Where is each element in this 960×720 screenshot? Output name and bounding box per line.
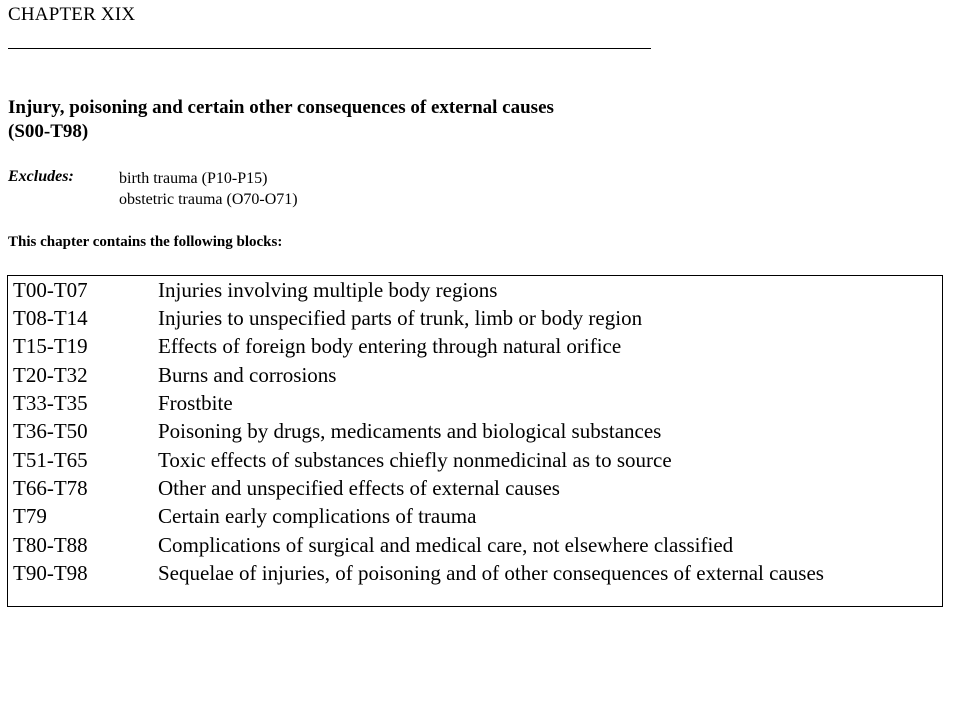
block-code: T90-T98 xyxy=(13,561,88,585)
block-row xyxy=(8,306,942,334)
blocks-intro: This chapter contains the following blocks: xyxy=(8,234,283,250)
horizontal-rule xyxy=(8,48,651,49)
block-description: Poisoning by drugs, medicaments and biological substances xyxy=(158,419,662,443)
block-code: T51-T65 xyxy=(13,448,88,472)
block-code: T36-T50 xyxy=(13,419,88,443)
block-row xyxy=(8,419,942,447)
chapter-code-range: (S00-T98) xyxy=(8,121,89,142)
excludes-list xyxy=(119,168,298,210)
block-description: Injuries involving multiple body regions xyxy=(158,278,498,302)
block-row xyxy=(8,363,942,391)
excludes-item: birth trauma (P10-P15) xyxy=(119,170,268,187)
block-description: Toxic effects of substances chiefly nonmedicinal as to source xyxy=(158,448,672,472)
chapter-title-line: Injury, poisoning and certain other consequences of external causes xyxy=(8,97,554,118)
block-description: Other and unspecified effects of external causes xyxy=(158,476,560,500)
block-row xyxy=(8,533,942,561)
block-row xyxy=(8,504,942,532)
block-row xyxy=(8,448,942,476)
block-code: T08-T14 xyxy=(13,306,88,330)
block-code: T00-T07 xyxy=(13,278,88,302)
block-row xyxy=(8,278,942,306)
excludes-item: obstetric trauma (O70-O71) xyxy=(119,191,298,208)
block-code: T66-T78 xyxy=(13,476,88,500)
blocks-table xyxy=(7,275,943,607)
block-code: T79 xyxy=(13,504,47,528)
excludes-label: Excludes: xyxy=(8,168,74,185)
block-code: T20-T32 xyxy=(13,363,88,387)
block-description: Injuries to unspecified parts of trunk, limb or body region xyxy=(158,306,643,330)
block-row xyxy=(8,391,942,419)
block-row xyxy=(8,476,942,504)
chapter-label: CHAPTER XIX xyxy=(8,4,136,25)
block-description: Complications of surgical and medical care, not elsewhere classified xyxy=(158,533,734,557)
block-row xyxy=(8,334,942,362)
block-row xyxy=(8,561,942,589)
block-description: Sequelae of injuries, of poisoning and of other consequences of external causes xyxy=(158,561,824,585)
chapter-title xyxy=(8,96,554,144)
block-code: T33-T35 xyxy=(13,391,88,415)
block-description: Burns and corrosions xyxy=(158,363,337,387)
block-description: Effects of foreign body entering through natural orifice xyxy=(158,334,622,358)
block-code: T80-T88 xyxy=(13,533,88,557)
block-description: Certain early complications of trauma xyxy=(158,504,477,528)
block-code: T15-T19 xyxy=(13,334,88,358)
block-description: Frostbite xyxy=(158,391,233,415)
